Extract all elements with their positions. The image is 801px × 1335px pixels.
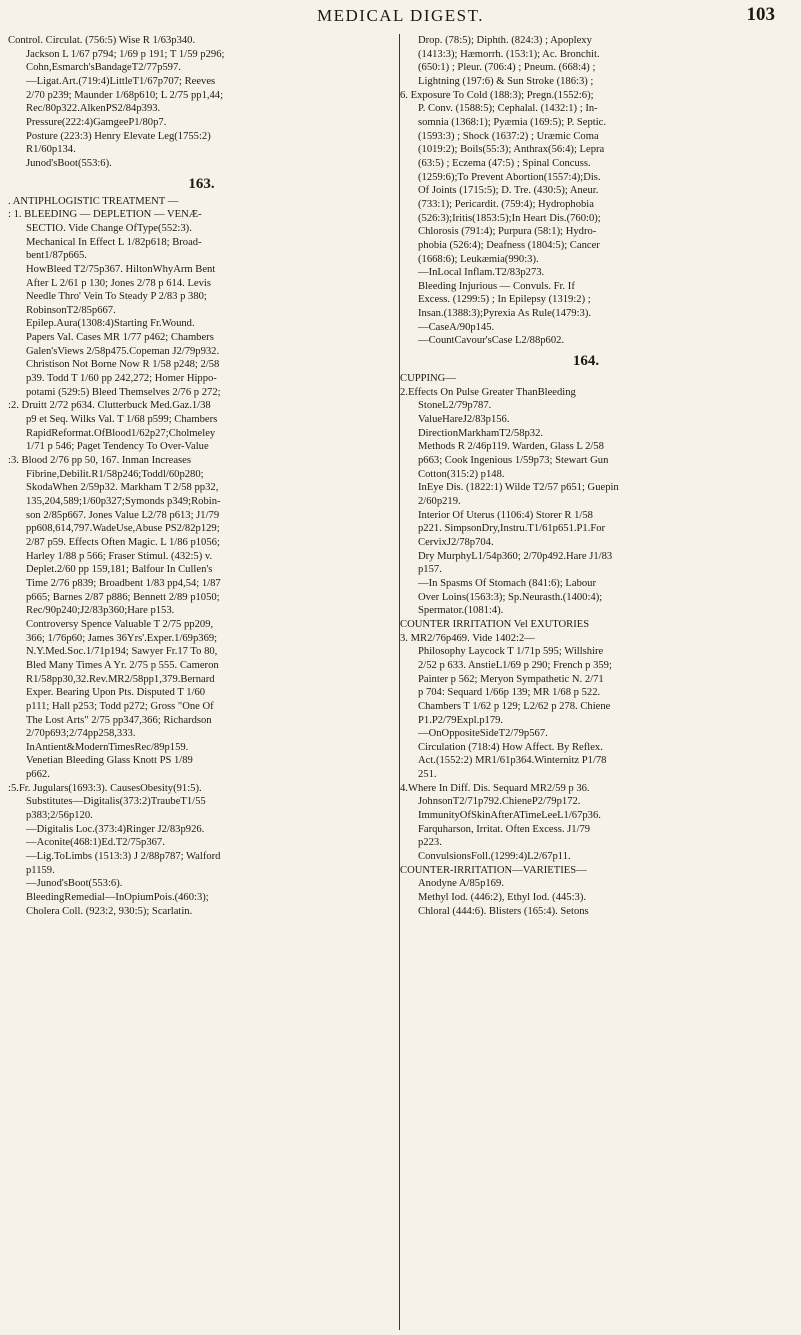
left-column (8, 34, 400, 1330)
index-line: R1/60p134. (26, 144, 76, 156)
index-line: Rec/80p322.AlkenPS2/84p393. (26, 103, 161, 115)
index-line: Painter p 562; Meryon Sympathetic N. 2/71 (418, 673, 604, 685)
index-line: After L 2/61 p 130; Jones 2/78 p 614. Levis (26, 277, 211, 289)
index-line: (1593:3) ; Shock (1637:2) ; Uræmic Coma (418, 130, 599, 142)
index-line: InEye Dis. (1822:1) Wilde T2/57 p651; Guepin (418, 482, 619, 494)
index-line: (526:3);Iritis(1853:5);In Heart Dis.(760:0); (418, 212, 601, 224)
index-line: p 704: Sequard 1/66p 139; MR 1/68 p 522. (418, 687, 601, 699)
index-line: Chambers T 1/62 p 129; L2/62 p 278. Chiene (418, 700, 611, 712)
index-line: phobia (526:4); Deafness (1804:5); Cancer (418, 239, 600, 251)
index-line: Interior Of Uterus (1106:4) Storer R 1/58 (418, 509, 593, 521)
index-line: (1019:2); Boils(55:3); Anthrax(56:4); Lepra (418, 144, 605, 156)
index-line: N.Y.Med.Soc.1/71p194; Sawyer Fr.17 To 80, (26, 646, 218, 658)
index-line: Exper. Bearing Upon Pts. Disputed T 1/60 (26, 687, 206, 699)
index-line: Papers Val. Cases MR 1/77 p462; Chambers (26, 332, 214, 344)
index-line: (1259:6);To Prevent Abortion(1557:4);Dis. (418, 171, 601, 183)
index-line: . ANTIPHLOGISTIC TREATMENT — (8, 195, 179, 207)
index-line: Needle Thro' Vein To Steady P 2/83 p 380; (26, 291, 207, 303)
index-line: p157. (418, 564, 442, 576)
index-line: RobinsonT2/85p667. (26, 304, 116, 316)
index-line: 135,204,589;1/60p327;Symonds p349;Robin- (26, 496, 221, 507)
index-line: p39. Todd T 1/60 pp 242,272; Homer Hippo- (26, 373, 217, 385)
index-line: COUNTER IRRITATION Vel EXUTORIES (400, 618, 590, 630)
index-line: Spermator.(1081:4). (418, 605, 504, 617)
index-line: p223. (418, 837, 442, 849)
index-line: StoneL2/79p787. (418, 400, 492, 412)
right-column (400, 34, 772, 1330)
index-line: 2/60p219. (418, 496, 461, 507)
index-line: The Lost Arts" 2/75 pp347,366; Richardson (26, 714, 212, 726)
index-line: 6. Exposure To Cold (188:3); Pregn.(1552:6); (400, 89, 594, 101)
index-line: —CaseA/90p145. (418, 321, 495, 333)
index-line: Anodyne A/85p169. (418, 878, 504, 890)
index-line: —Aconite(468:1)Ed.T2/75p367. (26, 837, 165, 849)
index-line: Chloral (444:6). Blisters (165:4). Setons (418, 905, 589, 917)
index-line: Bleeding Injurious — Convuls. Fr. If (418, 280, 575, 292)
index-line: Galen'sViews 2/58p475.Copeman J2/79p932. (26, 345, 220, 357)
index-line: Philosophy Laycock T 1/71p 595; Willshire (418, 646, 604, 658)
index-line: ConvulsionsFoll.(1299:4)L2/67p11. (418, 851, 571, 863)
index-line: Pressure(222:4)GamgeeP1/80p7. (26, 116, 167, 128)
index-line: :3. Blood 2/76 pp 50, 167. Inman Increases (8, 455, 192, 467)
index-line: BleedingRemedial—InOpiumPois.(460:3); (26, 892, 209, 904)
index-line: Substitutes—Digitalis(373:2)TraubeT1/55 (26, 796, 206, 808)
index-line: Cohn,Esmarch'sBandageT2/77p597. (26, 62, 181, 74)
index-line: Mechanical In Effect L 1/82p618; Broad- (26, 236, 202, 248)
index-line: Controversy Spence Valuable T 2/75 pp209, (26, 618, 214, 630)
index-line: p111; Hall p253; Todd p272; Gross "One Of (26, 700, 214, 712)
index-line: Methods R 2/46p119. Warden, Glass L 2/58 (418, 441, 604, 453)
index-line: p383;2/56p120. (26, 810, 93, 822)
index-line: Circulation (718:4) How Affect. By Reflex. (418, 741, 603, 753)
index-line: potami (529:5) Bleed Themselves 2/76 p 272; (26, 386, 221, 398)
index-line: (650:1) ; Pleur. (706:4) ; Pneum. (668:4) ; (418, 62, 596, 74)
index-line: 2/52 p 633. AnstieL1/69 p 290; French p 359; (418, 659, 612, 671)
index-line: :2. Druitt 2/72 p634. Clutterbuck Med.Gaz.1/38 (8, 400, 211, 412)
index-line: Of Joints (1715:5); D. Tre. (430:5); Aneur. (418, 185, 599, 197)
index-line: P1.P2/79Expl.p179. (418, 714, 504, 726)
index-line: Excess. (1299:5) ; In Epilepsy (1319:2) ; (418, 294, 591, 306)
index-line: (63:5) ; Eczema (47:5) ; Spinal Concuss. (418, 157, 591, 169)
index-line: Over Loins(1563:3); Sp.Neurasth.(1400:4); (418, 591, 603, 603)
index-line: 3. MR2/76p469. Vide 1402:2— (400, 632, 535, 644)
index-line: R1/58pp30,32.Rev.MR2/58pp1,379.Bernard (26, 673, 215, 685)
index-line: ImmunityOfSkinAfterATimeLeeL1/67p36. (418, 810, 601, 822)
index-line: —Digitalis Loc.(373:4)Ringer J2/83p926. (26, 823, 205, 835)
section-number: 164. (572, 353, 600, 370)
page-header (0, 0, 801, 30)
index-line: bent1/87p665. (26, 250, 87, 262)
index-line: Cotton(315:2) p148. (418, 468, 505, 480)
index-line: pp608,614,797.WadeUse,Abuse PS2/82p129; (26, 523, 220, 535)
index-line: —Lig.ToLimbs (1513:3) J 2/88p787; Walford (26, 851, 221, 863)
index-line: : 1. BLEEDING — DEPLETION — VENÆ- (8, 209, 202, 221)
index-line: Farquharson, Irritat. Often Excess. J1/79 (418, 823, 591, 835)
index-line: Chlorosis (791:4); Purpura (58:1); Hydro- (418, 226, 597, 238)
index-line: 1/71 p 546; Paget Tendency To Over-Value (26, 441, 209, 453)
index-line: P. Conv. (1588:5); Cephalal. (1432:1) ; In- (418, 103, 598, 115)
index-line: DirectionMarkhamT2/58p32. (418, 427, 544, 439)
index-line: 4.Where In Diff. Dis. Sequard MR2/59 p 36. (400, 782, 590, 794)
index-line: 2.Effects On Pulse Greater ThanBleeding (400, 386, 576, 398)
index-line: 2/70 p239; Maunder 1/68p610; L 2/75 pp1,44; (26, 89, 224, 101)
index-line: SkodaWhen 2/59p32. Markham T 2/58 pp32, (26, 482, 219, 494)
index-line: Posture (223:3) Henry Elevate Leg(1755:2) (26, 130, 211, 142)
index-line: Drop. (78:5); Diphth. (824:3) ; Apoplexy (418, 35, 592, 46)
index-line: p221. SimpsonDry,Instru.T1/61p651.P1.For (418, 523, 606, 535)
index-line: Insan.(1388:3);Pyrexia As Rule(1479:3). (418, 308, 592, 320)
index-line: Act.(1552:2) MR1/61p364.Winternitz P1/78 (418, 755, 607, 767)
index-line: —CountCavour'sCase L2/88p602. (418, 335, 565, 347)
index-line: 2/70p693;2/74pp258,333. (26, 728, 136, 740)
index-line: —Ligat.Art.(719:4)LittleT1/67p707; Reeves (26, 75, 216, 87)
index-line: p662. (26, 769, 50, 781)
index-line: p663; Cook Ingenious 1/59p73; Stewart Gun (418, 455, 609, 467)
index-line: p9 et Seq. Wilks Val. T 1/68 p599; Chambers (26, 414, 218, 426)
index-line: 2/87 p59. Effects Often Magic. L 1/86 p1056; (26, 536, 220, 548)
index-line: 366; 1/76p60; James 36Yrs'.Exper.1/69p369; (26, 632, 218, 644)
index-line: p665; Barnes 2/87 p886; Bennett 2/89 p1050; (26, 591, 220, 603)
index-line: CervixJ2/78p704. (418, 536, 494, 548)
index-line: Venetian Bleeding Glass Knott PS 1/89 (26, 755, 193, 767)
index-line: JohnsonT2/71p792.ChieneP2/79p172. (418, 796, 581, 808)
index-line: —OnOppositeSideT2/79p567. (418, 728, 548, 740)
index-line: —In Spasms Of Stomach (841:6); Labour (418, 577, 597, 589)
index-line: —Junod'sBoot(553:6). (26, 878, 123, 890)
index-line: p1159. (26, 864, 55, 876)
page-number: 103 (746, 4, 775, 25)
index-line: (733:1); Pericardit. (759:4); Hydrophobia (418, 198, 594, 210)
index-line: Epilep.Aura(1308:4)Starting Fr.Wound. (26, 318, 195, 330)
index-line: SECTIO. Vide Change OfType(552:3). (26, 222, 192, 234)
index-line: HowBleed T2/75p367. HiltonWhyArm Bent (26, 263, 216, 275)
index-line: (1413:3); Hæmorrh. (153:1); Ac. Bronchit. (418, 48, 600, 60)
index-line: Control. Circulat. (756:5) Wise R 1/63p340. (8, 35, 196, 46)
index-line: Rec/90p240;J2/83p360;Hare p153. (26, 605, 175, 617)
index-line: Deplet.2/60 pp 159,181; Balfour In Cullen's (26, 564, 213, 576)
section-number: 163. (188, 175, 215, 192)
index-line: Bled Many Times A Yr. 2/75 p 555. Cameron (26, 659, 219, 671)
index-line: Dry MurphyL1/54p360; 2/70p492.Hare J1/83 (418, 550, 613, 562)
index-line: (1668:6); Leukæmia(990:3). (418, 253, 539, 265)
index-line: Harley 1/88 p 566; Fraser Stimul. (432:5) v. (26, 550, 213, 562)
index-line: Cholera Coll. (923:2, 930:5); Scarlatin. (26, 905, 193, 917)
index-line: Time 2/76 p839; Broadbent 1/83 pp4,54; 1/87 (26, 577, 221, 589)
index-line: :5.Fr. Jugulars(1693:3). CausesObesity(91:5). (8, 782, 202, 794)
index-line: COUNTER-IRRITATION—VARIETIES— (400, 864, 587, 876)
index-line: Jackson L 1/67 p794; 1/69 p 191; T 1/59 p296; (26, 48, 225, 60)
running-title: MEDICAL DIGEST. (317, 6, 484, 25)
index-line: —InLocal Inflam.T2/83p273. (418, 267, 545, 279)
index-line: Methyl Iod. (446:2), Ethyl Iod. (445:3). (418, 892, 587, 904)
index-line: somnia (1368:1); Pyæmia (169:5); P. Septic. (418, 116, 607, 128)
index-line: CUPPING— (400, 373, 456, 385)
index-line: InAntient&ModernTimesRec/89p159. (26, 741, 189, 753)
index-line: ValueHareJ2/83p156. (418, 414, 510, 426)
index-line: RapidReformat.OfBlood1/62p27;Cholmeley (26, 427, 216, 439)
index-line: Christison Not Borne Now R 1/58 p248; 2/58 (26, 359, 220, 371)
index-line: 251. (418, 769, 437, 781)
index-line: Junod'sBoot(553:6). (26, 157, 112, 169)
index-line: Lightning (197:6) & Sun Stroke (186:3) ; (418, 75, 594, 87)
index-line: Fibrine,Debilit.R1/58p246;Toddl/60p280; (26, 468, 204, 480)
index-line: son 2/85p667. Jones Value L2/78 p613; J1/79 (26, 509, 220, 521)
